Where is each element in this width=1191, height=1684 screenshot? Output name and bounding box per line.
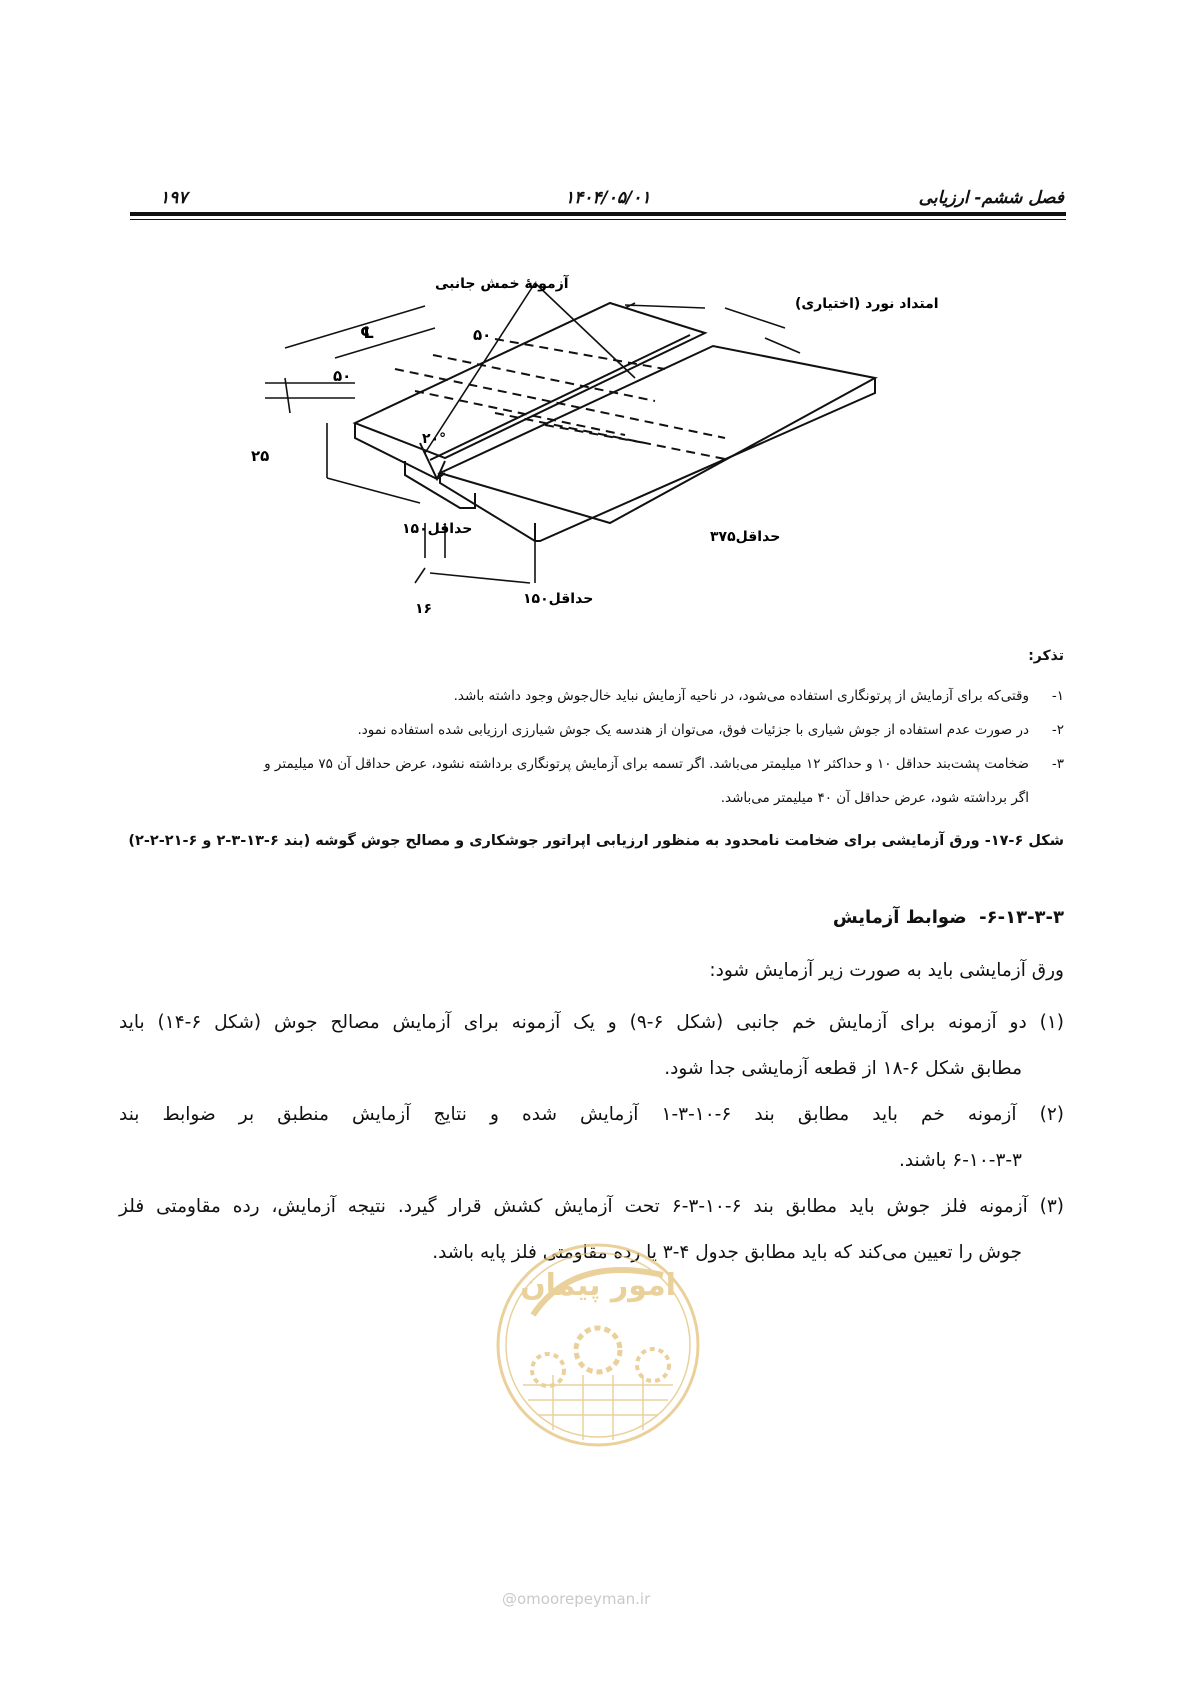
item-line-2: مطابق شکل ۶-۱۸ از قطعه آزمایشی جدا شود. [664, 1058, 1022, 1079]
gear-icon [576, 1328, 620, 1372]
header-date: ۱۴۰۴/۰۵/۰۱ [565, 188, 651, 208]
item-line-2: جوش را تعیین می‌کند که باید مطابق جدول ۴-۳ یا رده مقاومتی فلز پایه باشد. [432, 1242, 1022, 1263]
item-line-2: ۶-۱۰-۳-۳ باشند. [898, 1150, 1022, 1171]
section-item [119, 1000, 1064, 1092]
note-item [124, 722, 1064, 738]
dim-16: ۱۶ [415, 601, 433, 617]
dim-150-bottom: حداقل۱۵۰ [523, 591, 594, 607]
item-number: (۲) [1039, 1104, 1064, 1125]
dim-50-top: ۵۰ [473, 326, 492, 344]
note-text: وقتی‌که برای آزمایش از پرتونگاری استفاده می‌شود، در ناحیه آزمایش نباید خال‌جوش وجود داشته باشد. [453, 688, 1029, 704]
logo-text: امور پیمان [520, 1268, 676, 1303]
rolling-direction-label: امتداد نورد (اختیاری) [795, 296, 939, 312]
dim-angle: ۲۰° [422, 431, 447, 447]
left-plate-top [355, 303, 705, 458]
dim-375: حداقل۳۷۵ [710, 529, 781, 545]
section-heading [833, 907, 1064, 928]
note-item [124, 688, 1064, 704]
section-number: ۶-۱۳-۳-۳- [979, 907, 1064, 928]
dim-150-left: حداقل۱۵۰ [402, 521, 473, 537]
page-number: ۱۹۷ [160, 188, 188, 208]
section-item [119, 1092, 1064, 1184]
item-number: (۱) [1039, 1012, 1064, 1033]
header-rule-thick [130, 212, 1066, 216]
note-text: در صورت عدم استفاده از جوش شیاری با جزئیات فوق، می‌توان از هندسه یک جوش شیارزی ارزیابی شده استفاده نمود. [357, 722, 1029, 738]
gear-icon [532, 1354, 564, 1386]
right-plate-front [440, 378, 875, 541]
item-number: (۳) [1039, 1196, 1065, 1217]
notes-title: تذکر: [1028, 648, 1064, 664]
dim-50-left: ۵۰ [333, 367, 352, 385]
dim-cl: ℄ [360, 323, 375, 342]
header-rule-thin [130, 219, 1066, 220]
dim-25: ۲۵ [251, 447, 270, 465]
item-line-1: (۳) آزمونه فلز جوش باید مطابق بند ۶-۱۰-۳-۶ تحت آزمایش کشش قرار گیرد. نتیجه آزمایش، رده مقاومتی فلز [119, 1196, 1065, 1217]
gear-icon [637, 1349, 669, 1381]
note-continuation: اگر برداشته شود، عرض حداقل آن ۴۰ میلیمتر می‌باشد. [720, 790, 1029, 806]
side-bend-label: آزمونهٔ خمش جانبی [435, 276, 569, 292]
item-line-1: (۱) دو آزمونه برای آزمایش خم جانبی (شکل ۶-۹) و یک آزمونه برای آزمایش مصالح جوش (شکل ۶-۱۴) باید [119, 1012, 1064, 1033]
note-number: ۲- [1051, 722, 1064, 738]
watermark-logo [493, 1235, 703, 1455]
item-line-1: (۲) آزمونه خم باید مطابق بند ۶-۱۰-۳-۱ آزمایش شده و نتایج آزمایش منطبق بر ضوابط بند [119, 1104, 1064, 1125]
note-item [124, 756, 1064, 772]
section-intro: ورق آزمایشی باید به صورت زیر آزمایش شود: [709, 960, 1064, 981]
note-number: ۱- [1051, 688, 1064, 704]
note-text: ضخامت پشت‌بند حداقل ۱۰ و حداکثر ۱۲ میلیمتر می‌باشد. اگر تسمه برای آزمایش پرتونگاری برداشته نشود، عرض حداقل آن ۷۵ میلیمتر و [264, 756, 1029, 772]
right-plate-top [440, 346, 875, 523]
figure-caption: شکل ۶-۱۷- ورق آزمایشی برای ضخامت نامحدود به منظور ارزیابی اپراتور جوشکاری و مصالح جوش گوشه (بند ۶-۱۳-۳-۲ و ۶-۲۱-۲-۲) [128, 833, 1064, 849]
section-title: ضوابط آزمایش [832, 907, 967, 928]
test-plate-figure [251, 276, 939, 638]
note-number: ۳- [1051, 756, 1064, 772]
chapter-title: فصل ششم- ارزیابی [918, 188, 1064, 208]
watermark-url: @omoorepeyman.ir [502, 1590, 651, 1608]
